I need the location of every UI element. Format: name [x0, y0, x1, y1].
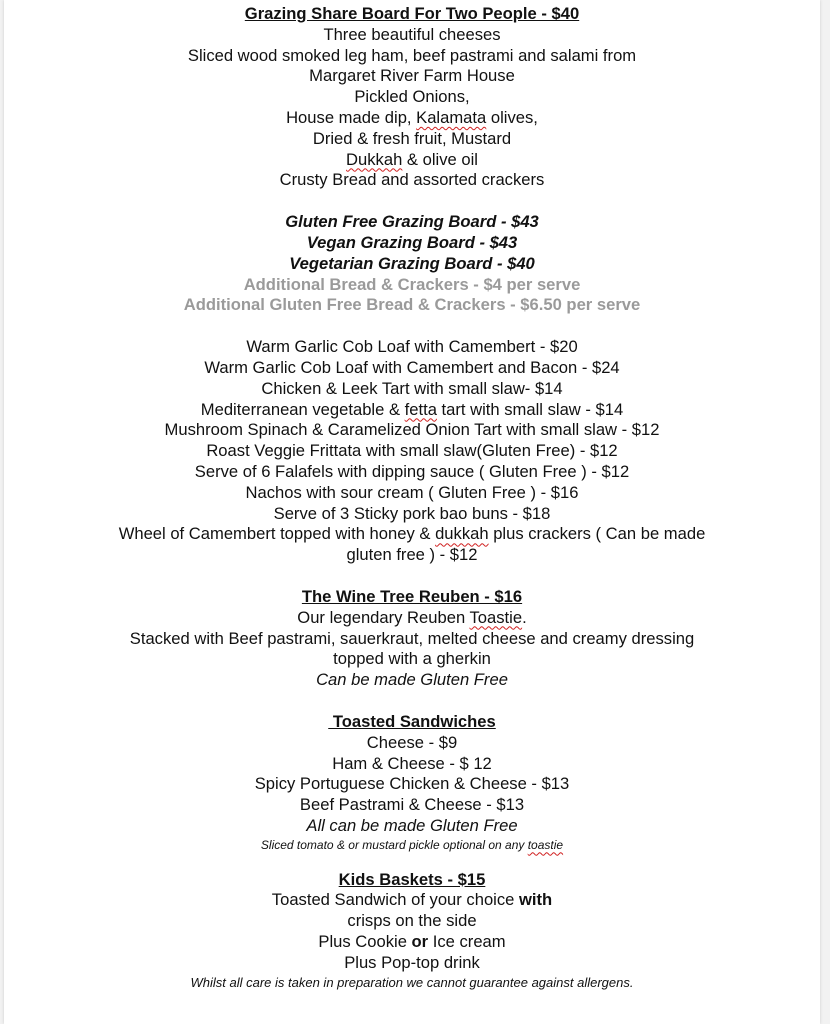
kids-line: Plus Cookie or Ice cream	[318, 932, 506, 952]
toasted-item: Beef Pastrami & Cheese - $13	[299, 795, 525, 815]
menu-item: Serve of 3 Sticky pork bao buns - $18	[273, 503, 551, 523]
menu-item: Mushroom Spinach & Caramelized Onion Tart with small slaw - $12	[164, 420, 660, 440]
toasted-title: Toasted Sandwiches	[328, 711, 496, 731]
menu-item: Warm Garlic Cob Loaf with Camembert and Bacon - $24	[204, 357, 620, 377]
toasted-item: Cheese - $9	[366, 732, 458, 752]
menu-item: Mediterranean vegetable & fetta tart with small slaw - $14	[200, 399, 624, 419]
spellcheck-word: Toastie	[469, 607, 523, 627]
toasted-gf-note: All can be made Gluten Free	[306, 815, 518, 835]
menu-item: Nachos with sour cream ( Gluten Free ) - $16	[245, 482, 579, 502]
reuben-gf-note: Can be made Gluten Free	[316, 670, 508, 690]
kids-line: Plus Pop-top drink	[344, 952, 480, 972]
allergen-disclaimer: Whilst all care is taken in preparation we cannot guarantee against allergens.	[190, 974, 634, 990]
toasted-item: Ham & Cheese - $ 12	[332, 753, 492, 773]
kids-section	[0, 870, 830, 992]
kids-title: Kids Baskets - $15	[338, 869, 486, 889]
spellcheck-word: dukkah	[435, 524, 489, 544]
menu-item: Serve of 6 Falafels with dipping sauce ( Gluten Free ) - $12	[194, 461, 630, 481]
reuben-section	[0, 587, 830, 691]
vegetarian-board: Vegetarian Grazing Board - $40	[289, 253, 535, 273]
extra-bread: Additional Bread & Crackers - $4 per serve	[243, 274, 581, 294]
toasted-item: Spicy Portuguese Chicken & Cheese - $13	[254, 774, 570, 794]
grazing-board-title: Grazing Share Board For Two People - $40	[244, 4, 580, 23]
reuben-desc-2: Stacked with Beef pastrami, sauerkraut, melted cheese and creamy dressing	[129, 628, 695, 648]
grazing-item-onions: Pickled Onions,	[354, 87, 470, 107]
kids-line: crisps on the side	[347, 911, 477, 931]
toasted-optional-note: Sliced tomato & or mustard pickle optional on any toastie	[260, 837, 564, 852]
menu-item: Wheel of Camembert topped with honey & dukkah plus crackers ( Can be made	[118, 524, 706, 544]
mains-section	[0, 337, 830, 566]
menu-page	[4, 0, 820, 1024]
menu-item: Chicken & Leek Tart with small slaw- $14	[261, 378, 563, 398]
spellcheck-word: toastie	[527, 837, 564, 852]
grazing-item-cheeses: Three beautiful cheeses	[323, 24, 501, 44]
menu-item: Warm Garlic Cob Loaf with Camembert - $20	[246, 337, 578, 357]
extra-gf-bread: Additional Gluten Free Bread & Crackers - $6.50 per serve	[183, 295, 641, 315]
grazing-item-bread: Crusty Bread and assorted crackers	[279, 170, 545, 190]
grazing-item-farmhouse: Margaret River Farm House	[309, 66, 515, 86]
vegan-board: Vegan Grazing Board - $43	[306, 232, 518, 252]
kids-line: Toasted Sandwich of your choice with	[271, 890, 553, 910]
grazing-item-dip: House made dip, Kalamata olives,	[286, 107, 538, 127]
spellcheck-word: fetta	[404, 399, 437, 419]
grazing-board-section	[0, 4, 830, 191]
gluten-free-board: Gluten Free Grazing Board - $43	[285, 212, 539, 232]
spellcheck-word: Dukkah	[346, 149, 403, 169]
grazing-item-fruit: Dried & fresh fruit, Mustard	[312, 128, 512, 148]
reuben-desc-3: topped with a gherkin	[333, 649, 491, 669]
menu-item-continued: gluten free ) - $12	[346, 545, 478, 565]
reuben-title: The Wine Tree Reuben - $16	[301, 586, 523, 606]
toasted-section	[0, 712, 830, 854]
spellcheck-word: Kalamata	[416, 107, 487, 127]
boards-section	[0, 212, 830, 316]
grazing-item-meats: Sliced wood smoked leg ham, beef pastrami and salami from	[187, 45, 637, 65]
menu-item: Roast Veggie Frittata with small slaw(Gluten Free) - $12	[206, 441, 618, 461]
reuben-desc: Our legendary Reuben Toastie.	[297, 607, 527, 627]
menu-content	[0, 4, 830, 992]
grazing-item-dukkah: Dukkah & olive oil	[346, 149, 478, 169]
